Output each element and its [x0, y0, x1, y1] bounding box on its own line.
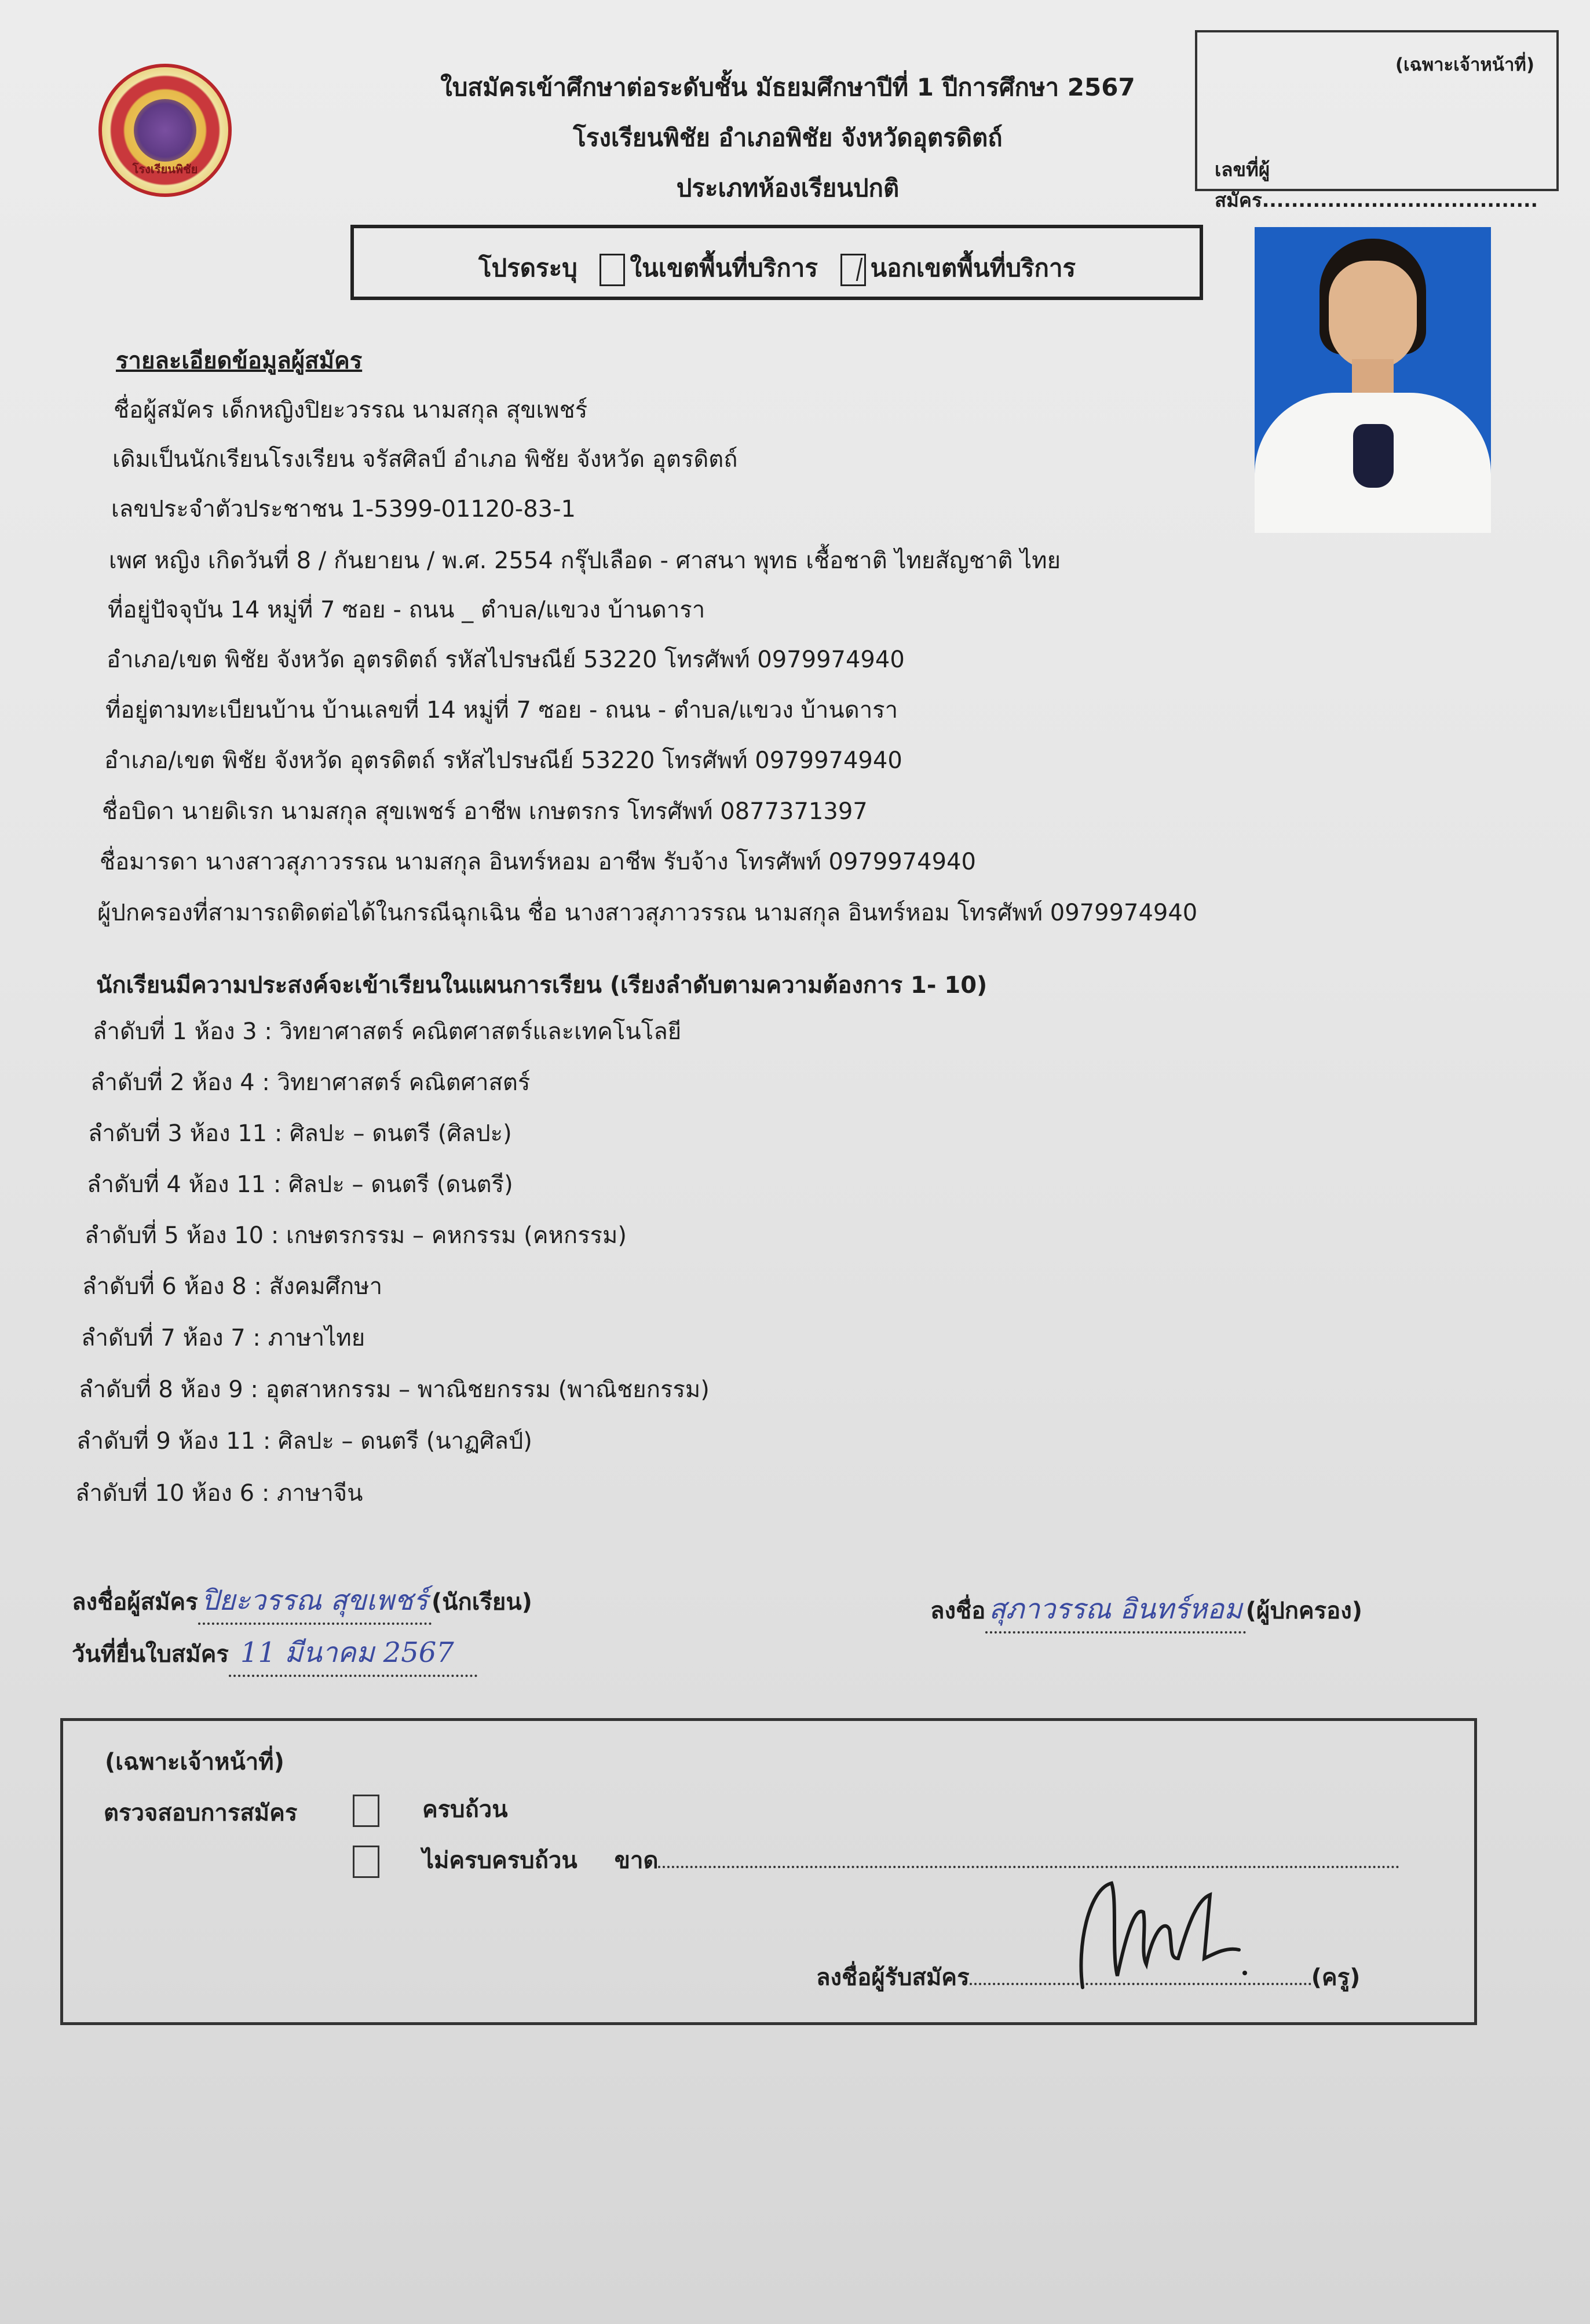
study-plan-title: นักเรียนมีความประสงค์จะเข้าเรียนในแผนการเรียน (เรียงลำดับตามความต้องการ 1- 10) — [96, 972, 988, 999]
guardian-signature-field[interactable] — [985, 1587, 1245, 1634]
form-title: ใบสมัครเข้าศึกษาต่อระดับชั้น มัธยมศึกษาปีที่ 1 ปีการศึกษา 2567 — [440, 73, 1135, 101]
seal-text: โรงเรียนพิชัย — [132, 162, 198, 176]
registered-address-line-2: อำเภอ/เขต พิชัย จังหวัด อุตรดิตถ์ รหัสไปรษณีย์ 53220 โทรศัพท์ 0979974940 — [104, 747, 902, 774]
guardian-info-line: ผู้ปกครองที่สามารถติดต่อได้ในกรณีฉุกเฉิน ชื่อ นางสาวสุภาวรรณ นามสกุล อินทร์หอม โทรศัพท์ 0979974940 — [97, 900, 1198, 926]
service-area-choice — [350, 225, 1203, 300]
applicant-signature-row — [72, 1578, 532, 1625]
receiver-signature-scribble — [1071, 1866, 1256, 1999]
father-info-line: ชื่อบิดา นายดิเรก นามสกุล สุขเพชร์ อาชีพ เกษตรกร โทรศัพท์ 0877371397 — [102, 798, 868, 825]
applicant-handwritten-name: ปิยะวรรณ สุขเพชร์ — [201, 1584, 428, 1617]
guardian-handwritten-name: สุภาวรรณ อินทร์หอม — [989, 1593, 1242, 1625]
receiver-signature-label: ลงชื่อผู้รับสมัคร — [816, 1964, 970, 1991]
plan-choice-3: ลำดับที่ 3 ห้อง 11 : ศิลปะ – ดนตรี (ศิลปะ) — [88, 1120, 512, 1147]
guardian-signature-label: ลงชื่อ — [930, 1598, 986, 1624]
plan-choice-9: ลำดับที่ 9 ห้อง 11 : ศิลปะ – ดนตรี (นาฏศิลป์) — [76, 1428, 532, 1455]
applicant-signature-label: ลงชื่อผู้สมัคร — [72, 1589, 198, 1616]
plan-choice-10: ลำดับที่ 10 ห้อง 6 : ภาษาจีน — [75, 1480, 363, 1507]
incomplete-label: ไม่ครบครบถ้วน — [422, 1847, 577, 1874]
plan-choice-2: ลำดับที่ 2 ห้อง 4 : วิทยาศาสตร์ คณิตศาสตร์ — [90, 1069, 531, 1096]
submission-date-handwritten: 11 มีนาคม 2567 — [240, 1636, 454, 1669]
guardian-role-label: (ผู้ปกครอง) — [1245, 1598, 1362, 1624]
plan-choice-7: ลำดับที่ 7 ห้อง 7 : ภาษาไทย — [81, 1325, 365, 1351]
registered-address-line-1: ที่อยู่ตามทะเบียนบ้าน บ้านเลขที่ 14 หมู่ที่ 7 ซอย - ถนน - ตำบล/แขวง บ้านดารา — [105, 697, 898, 723]
applicant-number-field[interactable]: เลขที่ผู้สมัคร...................................... — [1215, 158, 1538, 211]
incomplete-option — [353, 1841, 1453, 1879]
guardian-signature-row — [930, 1587, 1362, 1634]
submission-date-row — [72, 1631, 477, 1677]
plan-choice-5: ลำดับที่ 5 ห้อง 10 : เกษตรกรรม – คหกรรม (คหกรรม) — [85, 1222, 627, 1249]
applicant-section-title: รายละเอียดข้อมูลผู้สมัคร — [116, 348, 363, 374]
plan-choice-8: ลำดับที่ 8 ห้อง 9 : อุตสาหกรรม – พาณิชยกรรม (พาณิชยกรรม) — [79, 1376, 710, 1403]
school-seal-logo — [98, 64, 232, 197]
staff-verification-box — [60, 1718, 1477, 2025]
verification-label: ตรวจสอบการสมัคร — [104, 1800, 298, 1826]
applicant-photo — [1255, 227, 1491, 533]
applicant-signature-field[interactable] — [198, 1578, 432, 1625]
receiver-role-label: (ครู) — [1311, 1964, 1361, 1991]
seal-emblem — [134, 99, 196, 162]
in-area-label: ในเขตพื้นที่บริการ — [630, 254, 818, 282]
plan-choice-4: ลำดับที่ 4 ห้อง 11 : ศิลปะ – ดนตรี (ดนตรี) — [87, 1171, 513, 1198]
out-area-checkbox[interactable] — [840, 254, 866, 286]
photo-tie — [1353, 424, 1394, 488]
class-type: ประเภทห้องเรียนปกติ — [676, 174, 900, 202]
office-use-label: (เฉพาะเจ้าหน้าที่) — [1395, 54, 1534, 75]
missing-items-field[interactable] — [658, 1848, 1399, 1868]
office-use-box — [1195, 30, 1559, 211]
plan-choice-1: ลำดับที่ 1 ห้อง 3 : วิทยาศาสตร์ คณิตศาสตร์และเทคโนโลยี — [93, 1018, 682, 1045]
current-address-line-2: อำเภอ/เขต พิชัย จังหวัด อุตรดิตถ์ รหัสไปรษณีย์ 53220 โทรศัพท์ 0979974940 — [107, 646, 905, 673]
submission-date-field[interactable] — [229, 1631, 477, 1677]
plan-choice-6: ลำดับที่ 6 ห้อง 8 : สังคมศึกษา — [82, 1273, 383, 1300]
previous-school-line: เดิมเป็นนักเรียนโรงเรียน จรัสศิลป์ อำเภอ พิชัย จังหวัด อุตรดิตถ์ — [112, 446, 738, 473]
mother-info-line: ชื่อมารดา นางสาวสุภาวรรณ นามสกุล อินทร์หอม อาชีพ รับจ้าง โทรศัพท์ 0979974940 — [100, 849, 976, 875]
applicant-role-label: (นักเรียน) — [431, 1589, 532, 1616]
service-area-prompt: โปรดระบุ — [478, 254, 577, 282]
in-area-checkbox[interactable] — [600, 254, 625, 286]
current-address-line-1: ที่อยู่ปัจจุบัน 14 หมู่ที่ 7 ซอย - ถนน _ ตำบล/แขวง บ้านดารา — [108, 597, 706, 623]
citizen-id-line: เลขประจำตัวประชาชน 1-5399-01120-83-1 — [111, 496, 576, 522]
submission-date-label: วันที่ยื่นใบสมัคร — [72, 1641, 229, 1668]
missing-label: ขาด — [614, 1847, 659, 1874]
complete-option — [353, 1790, 508, 1828]
photo-face — [1329, 261, 1417, 370]
out-area-label: นอกเขตพื้นที่บริการ — [870, 254, 1076, 282]
complete-checkbox[interactable] — [353, 1795, 379, 1827]
personal-info-line: เพศ หญิง เกิดวันที่ 8 / กันยายน / พ.ศ. 2554 กรุ๊ปเลือด - ศาสนา พุทธ เชื้อชาติ ไทยสัญชาติ ไทย — [109, 547, 1061, 574]
applicant-name-line: ชื่อผู้สมัคร เด็กหญิงปิยะวรรณ นามสกุล สุขเพชร์ — [114, 397, 588, 423]
complete-label: ครบถ้วน — [422, 1796, 508, 1823]
staff-use-label: (เฉพาะเจ้าหน้าที่) — [105, 1749, 284, 1775]
incomplete-checkbox[interactable] — [353, 1846, 379, 1878]
school-name: โรงเรียนพิชัย อำเภอพิชัย จังหวัดอุตรดิตถ์ — [573, 123, 1003, 152]
